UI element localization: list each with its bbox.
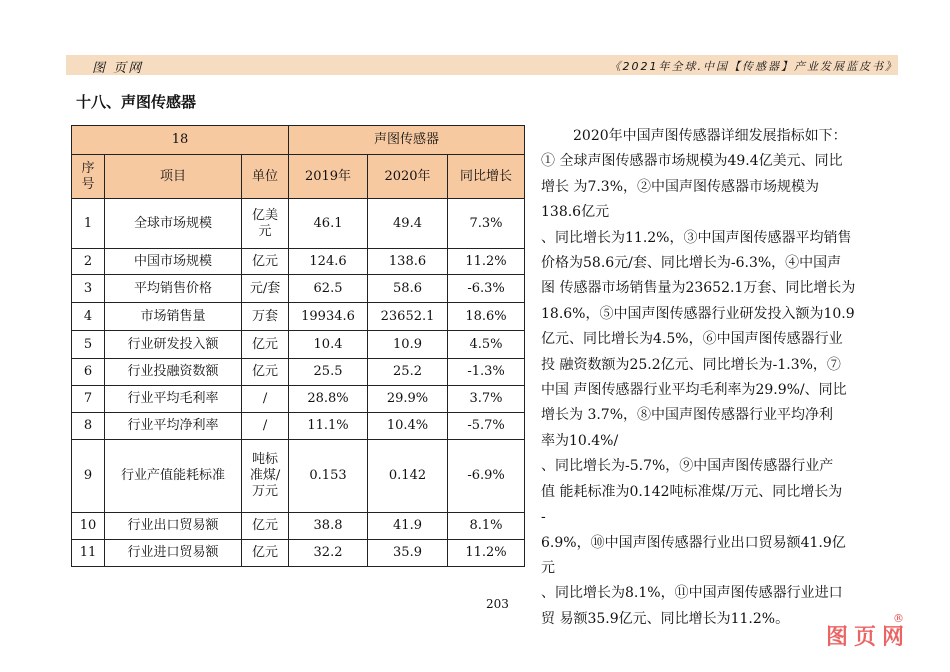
row-item-cell: 中国市场规模 — [105, 249, 242, 275]
row-unit-cell: / — [242, 386, 289, 413]
row-2020-cell: 0.142 — [368, 440, 448, 513]
row-unit-cell: 元/套 — [242, 275, 289, 303]
row-growth-cell: 8.1% — [448, 513, 525, 540]
table-header-row — [72, 155, 525, 199]
table-title-row — [72, 126, 525, 155]
row-item-cell: 行业进口贸易额 — [105, 540, 242, 567]
paragraph-line: - — [541, 509, 546, 526]
watermark-logo: 图页网 — [826, 625, 911, 650]
row-item-cell: 行业研发投入额 — [105, 331, 242, 359]
paragraph-line: 、同比增长为11.2%，③中国声图传感器平均销售 — [541, 229, 852, 246]
paragraph-line: 价格为58.6元/套、同比增长为-6.3%，④中国声 — [541, 255, 842, 272]
row-item-cell: 平均销售价格 — [105, 275, 242, 303]
header-book-title: 《2021年全球.中国【传感器】产业发展蓝皮书》 — [609, 60, 898, 73]
paragraph-line: 图 传感器市场销售量为23652.1万套、同比增长为 — [541, 280, 856, 297]
row-number-cell: 4 — [72, 303, 105, 331]
row-unit-cell: 亿元 — [242, 359, 289, 386]
row-item-cell: 行业出口贸易额 — [105, 513, 242, 540]
row-2019-cell: 19934.6 — [289, 303, 368, 331]
table-number: 18 — [72, 126, 289, 155]
paragraph-line: 亿元、同比增长为4.5%，⑥中国声图传感器行业 — [541, 331, 843, 348]
col-header-2020: 2020年 — [368, 155, 448, 199]
row-number-cell: 8 — [72, 413, 105, 440]
row-growth-cell: -6.9% — [448, 440, 525, 513]
row-unit-cell: 亿元 — [242, 540, 289, 567]
row-number-cell: 6 — [72, 359, 105, 386]
row-2020-cell: 49.4 — [368, 199, 448, 249]
row-2020-cell: 29.9% — [368, 386, 448, 413]
paragraph-line: 6.9%，⑩中国声图传感器行业出口贸易额41.9亿 — [541, 534, 846, 551]
paragraph-line: 值 能耗标准为0.142吨标准煤/万元、同比增长为 — [541, 483, 843, 500]
table-row — [72, 359, 525, 386]
row-number-cell: 1 — [72, 199, 105, 249]
row-growth-cell: 4.5% — [448, 331, 525, 359]
row-number-cell: 11 — [72, 540, 105, 567]
row-2020-cell: 41.9 — [368, 513, 448, 540]
paragraph-line: 18.6%，⑤中国声图传感器行业研发投入额为10.9 — [541, 305, 855, 322]
paragraph-line: 增长为 3.7%，⑧中国声图传感器行业平均净利 — [541, 407, 834, 424]
row-2020-cell: 58.6 — [368, 275, 448, 303]
col-header-growth: 同比增长 — [448, 155, 525, 199]
row-item-cell: 市场销售量 — [105, 303, 242, 331]
paragraph-line: ① 全球声图传感器市场规模为49.4亿美元、同比 — [541, 153, 843, 170]
table-row — [72, 440, 525, 513]
row-number-cell: 5 — [72, 331, 105, 359]
row-2019-cell: 62.5 — [289, 275, 368, 303]
row-unit-cell: 亿元 — [242, 513, 289, 540]
row-item-cell: 行业投融资数额 — [105, 359, 242, 386]
table-row — [72, 199, 525, 249]
row-2019-cell: 32.2 — [289, 540, 368, 567]
row-item-cell: 行业平均净利率 — [105, 413, 242, 440]
table-row — [72, 413, 525, 440]
table-row — [72, 303, 525, 331]
row-2019-cell: 11.1% — [289, 413, 368, 440]
row-2019-cell: 0.153 — [289, 440, 368, 513]
paragraph-line: 中国 声图传感器行业平均毛利率为29.9%/、同比 — [541, 382, 847, 399]
paragraph-line: 元 — [541, 559, 555, 576]
col-header-unit: 单位 — [242, 155, 289, 199]
table-row — [72, 513, 525, 540]
row-growth-cell: 18.6% — [448, 303, 525, 331]
paragraph-line: 2020年中国声图传感器详细发展指标如下： — [573, 128, 847, 144]
paragraph-line: 、同比增长为-5.7%，⑨中国声图传感器行业产 — [541, 458, 834, 475]
row-2019-cell: 38.8 — [289, 513, 368, 540]
table-row — [72, 386, 525, 413]
row-2020-cell: 23652.1 — [368, 303, 448, 331]
row-2020-cell: 25.2 — [368, 359, 448, 386]
col-header-2019: 2019年 — [289, 155, 368, 199]
row-unit-cell: 吨标准煤/万元 — [242, 440, 289, 513]
section-title: 十八、声图传感器 — [76, 93, 197, 111]
row-item-cell: 行业产值能耗标准 — [105, 440, 242, 513]
col-header-no: 序号 — [72, 155, 105, 199]
row-number-cell: 3 — [72, 275, 105, 303]
paragraph-line: 投 融资数额为25.2亿元、同比增长为-1.3%，⑦ — [541, 356, 841, 373]
row-unit-cell: 亿元 — [242, 249, 289, 275]
paragraph-line: 、同比增长为8.1%，⑪中国声图传感器行业进口 — [541, 585, 843, 602]
table-row — [72, 540, 525, 567]
table-row — [72, 249, 525, 275]
table-row — [72, 331, 525, 359]
row-unit-cell: 亿美元 — [242, 199, 289, 249]
table-row — [72, 275, 525, 303]
row-item-cell: 行业平均毛利率 — [105, 386, 242, 413]
row-2019-cell: 46.1 — [289, 199, 368, 249]
row-unit-cell: 亿元 — [242, 331, 289, 359]
row-growth-cell: 11.2% — [448, 540, 525, 567]
row-2019-cell: 124.6 — [289, 249, 368, 275]
row-number-cell: 2 — [72, 249, 105, 275]
row-number-cell: 9 — [72, 440, 105, 513]
row-number-cell: 10 — [72, 513, 105, 540]
description-paragraph — [541, 124, 901, 632]
row-2019-cell: 25.5 — [289, 359, 368, 386]
row-unit-cell: / — [242, 413, 289, 440]
page-number: 203 — [486, 597, 509, 611]
indicator-table — [71, 125, 525, 567]
row-growth-cell: -5.7% — [448, 413, 525, 440]
row-growth-cell: -6.3% — [448, 275, 525, 303]
paragraph-line: 增长 为7.3%，②中国声图传感器市场规模为 — [541, 178, 820, 195]
row-unit-cell: 万套 — [242, 303, 289, 331]
row-2020-cell: 10.4% — [368, 413, 448, 440]
row-number-cell: 7 — [72, 386, 105, 413]
header-site-name: 图 页网 — [92, 61, 144, 76]
col-header-item: 项目 — [105, 155, 242, 199]
row-2019-cell: 28.8% — [289, 386, 368, 413]
row-2019-cell: 10.4 — [289, 331, 368, 359]
paragraph-line: 率为10.4%/ — [541, 432, 619, 449]
table-body — [72, 199, 525, 567]
row-2020-cell: 138.6 — [368, 249, 448, 275]
table-title: 声图传感器 — [289, 126, 525, 155]
row-growth-cell: 7.3% — [448, 199, 525, 249]
registered-mark: ® — [893, 612, 904, 625]
paragraph-line: 138.6亿元 — [541, 204, 610, 221]
row-growth-cell: -1.3% — [448, 359, 525, 386]
row-2020-cell: 10.9 — [368, 331, 448, 359]
row-2020-cell: 35.9 — [368, 540, 448, 567]
row-item-cell: 全球市场规模 — [105, 199, 242, 249]
paragraph-line: 贸 易额35.9亿元、同比增长为11.2%。 — [541, 610, 790, 627]
row-growth-cell: 11.2% — [448, 249, 525, 275]
row-growth-cell: 3.7% — [448, 386, 525, 413]
